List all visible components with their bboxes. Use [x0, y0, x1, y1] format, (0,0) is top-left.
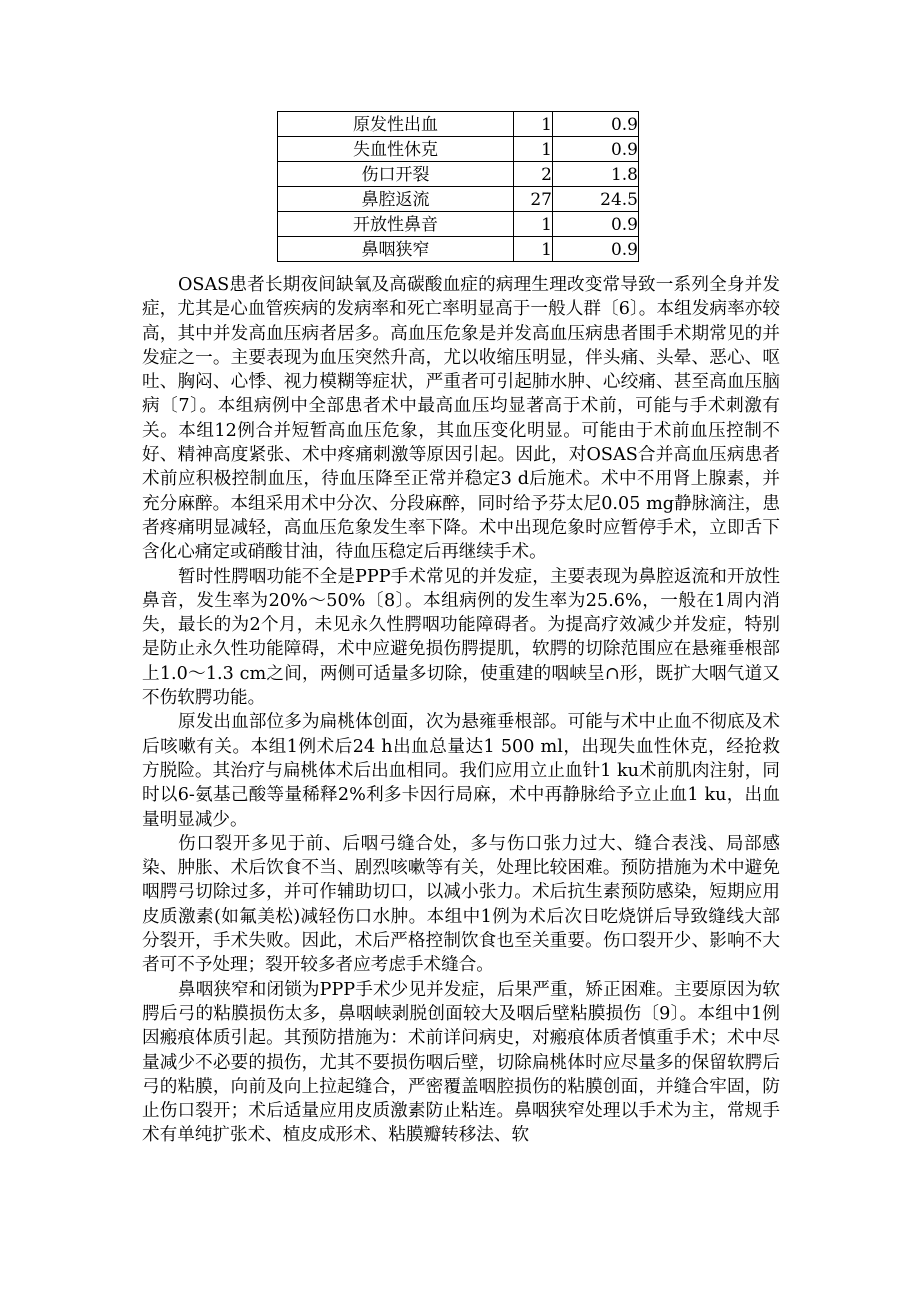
complication-name: 原发性出血	[278, 112, 514, 137]
complication-name: 鼻腔返流	[278, 187, 514, 212]
incidence-rate: 1.8	[553, 162, 639, 187]
case-count: 1	[514, 112, 553, 137]
table-row	[278, 137, 639, 162]
paragraph-hemorrhage: 原发出血部位多为扁桃体创面，次为悬雍垂根部。可能与术中止血不彻底及术后咳嗽有关。本组1例术后24 h出血总量达1 500 ml，出现失血性休克，经抢救方脱险。其治疗与扁桃体术后出血相同。我们应用立止血针1 ku术前肌肉注射，同时以6-氨基己酸等量稀释2%利多卡因行局麻，术中再静脉给予立止血1 ku，出血量明显减少。	[142, 712, 780, 830]
complication-table	[277, 111, 639, 262]
table-row	[278, 237, 639, 262]
table-row	[278, 212, 639, 237]
complication-name: 开放性鼻音	[278, 212, 514, 237]
case-count: 1	[514, 137, 553, 162]
table-row	[278, 187, 639, 212]
complication-name: 伤口开裂	[278, 162, 514, 187]
case-count: 27	[514, 187, 553, 212]
table-row	[278, 112, 639, 137]
incidence-rate: 0.9	[553, 237, 639, 262]
paragraph-nasopharyngeal-stenosis: 鼻咽狭窄和闭锁为PPP手术少见并发症，后果严重，矫正困难。主要原因为软腭后弓的粘膜损伤太多，鼻咽峡剥脱创面较大及咽后壁粘膜损伤〔9〕。本组中1例因瘢痕体质引起。其预防措施为：术前详问病史，对瘢痕体质者慎重手术；术中尽量减少不必要的损伤，尤其不要损伤咽后壁，切除扁桃体时应尽量多的保留软腭后弓的粘膜，向前及向上拉起缝合，严密覆盖咽腔损伤的粘膜创面，并缝合牢固，防止伤口裂开；术后适量应用皮质激素防止粘连。鼻咽狭窄处理以手术为主，常规手术有单纯扩张术、植皮成形术、粘膜瓣转移法、软	[142, 979, 780, 1146]
incidence-rate: 0.9	[553, 137, 639, 162]
case-count: 1	[514, 212, 553, 237]
incidence-rate: 0.9	[553, 112, 639, 137]
table-row	[278, 162, 639, 187]
case-count: 2	[514, 162, 553, 187]
paragraph-hypertension: OSAS患者长期夜间缺氧及高碳酸血症的病理生理改变常导致一系列全身并发症，尤其是心血管疾病的发病率和死亡率明显高于一般人群〔6〕。本组发病率亦较高，其中并发高血压病者居多。高血压危象是并发高血压病患者围手术期常见的并发症之一。主要表现为血压突然升高，尤以收缩压明显，伴头痛、头晕、恶心、呕吐、胸闷、心悸、视力模糊等症状，严重者可引起肺水肿、心绞痛、甚至高血压脑病〔7〕。本组病例中全部患者术中最高血压均显著高于术前，可能与手术刺激有关。本组12例合并短暂高血压危象，其血压变化明显。可能由于术前血压控制不好、精神高度紧张、术中疼痛刺激等原因引起。因此，对OSAS合并高血压病患者术前应积极控制血压，待血压降至正常并稳定3 d后施术。术中不用肾上腺素，并充分麻醉。本组采用术中分次、分段麻醉，同时给予芬太尼0.05 mg静脉滴注，患者疼痛明显减轻，高血压危象发生率下降。术中出现危象时应暂停手术，立即舌下含化心痛定或硝酸甘油，待血压稳定后再继续手术。	[142, 275, 780, 563]
complication-name: 失血性休克	[278, 137, 514, 162]
incidence-rate: 24.5	[553, 187, 639, 212]
paragraph-velopharyngeal: 暂时性腭咽功能不全是PPP手术常见的并发症，主要表现为鼻腔返流和开放性鼻音，发生率为20%～50%〔8〕。本组病例的发生率为25.6%，一般在1周内消失，最长的为2个月，未见永久性腭咽功能障碍者。为提高疗效减少并发症，特别是防止永久性功能障碍，术中应避免损伤腭提肌，软腭的切除范围应在悬雍垂根部上1.0～1.3 cm之间，两侧可适量多切除，使重建的咽峡呈∩形，既扩大咽气道又不伤软腭功能。	[142, 566, 780, 709]
incidence-rate: 0.9	[553, 212, 639, 237]
paragraph-wound-dehiscence: 伤口裂开多见于前、后咽弓缝合处，多与伤口张力过大、缝合表浅、局部感染、肿胀、术后饮食不当、剧烈咳嗽等有关，处理比较困难。预防措施为术中避免咽腭弓切除过多，并可作辅助切口，以减小张力。术后抗生素预防感染，短期应用皮质激素(如氟美松)减轻伤口水肿。本组中1例为术后次日吃烧饼后导致缝线大部分裂开，手术失败。因此，术后严格控制饮食也至关重要。伤口裂开少、影响不大者可不予处理；裂开较多者应考虑手术缝合。	[142, 833, 780, 976]
case-count: 1	[514, 237, 553, 262]
complication-name: 鼻咽狭窄	[278, 237, 514, 262]
article-body	[142, 273, 780, 1148]
